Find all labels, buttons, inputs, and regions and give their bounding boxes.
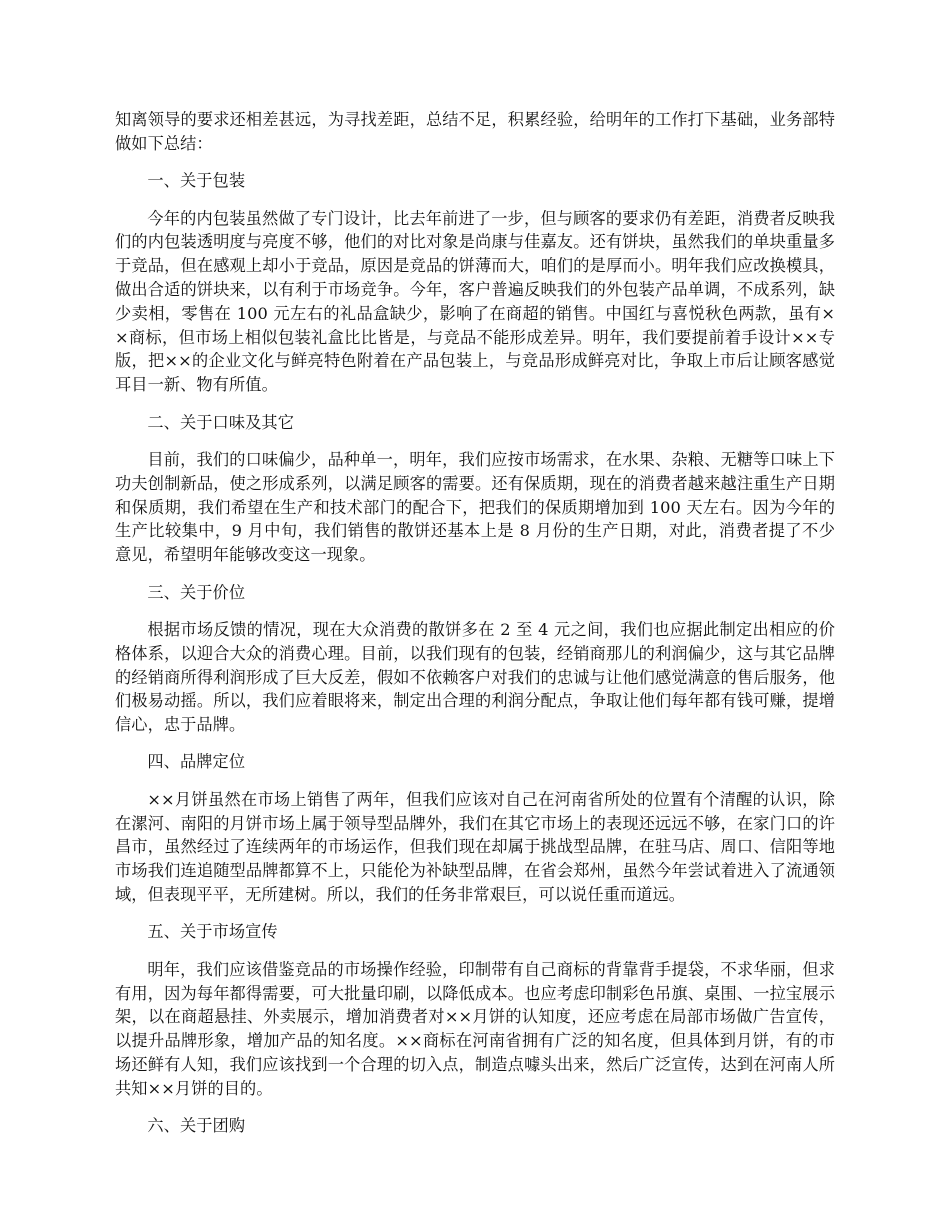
- section-heading-price: 三、关于价位: [147, 582, 246, 602]
- section-body-packaging: 今年的内包装虽然做了专门设计，比去年前进了一步，但与顾客的要求仍有差距，消费者反映我们的内包装透明度与亮度不够，他们的对比对象是尚康与佳嘉友。还有饼块，虽然我们的单块重量多于竞品，但在感观上却小于竞品，原因是竞品的饼薄而大，咱们的是厚而小。明年我们应改换模具，做出合适的饼块来，以有利于市场竞争。今年，客户普遍反映我们的外包装产品单调，不成系列，缺少卖相，零售在 100 元左右的礼品盒缺少，影响了在商超的销售。中国红与喜悦秋色两款，虽有××商标，但市场上相似包装礼盒比比皆是，与竞品不能形成差异。明年，我们要提前着手设计××专版，把××的企业文化与鲜亮特色附着在产品包装上，与竞品形成鲜亮对比，争取上市后让顾客感觉耳目一新、物有所值。: [115, 208, 835, 395]
- section-body-flavor: 目前，我们的口味偏少，品种单一，明年，我们应按市场需求，在水果、杂粮、无糖等口味上下功夫创制新品，使之形成系列，以满足顾客的需要。还有保质期，现在的消费者越来越注重生产日期和保质期，我们希望在生产和技术部门的配合下，把我们的保质期增加到 100 天左右。因为今年的生产比较集中，9 月中旬，我们销售的散饼还基本上是 8 月份的生产日期，对此，消费者提了不少意见，希望明年能够改变这一现象。: [115, 449, 835, 565]
- section-heading-brand: 四、品牌定位: [147, 752, 246, 772]
- section-heading-flavor: 二、关于口味及其它: [147, 412, 294, 432]
- section-body-price: 根据市场反馈的情况，现在大众消费的散饼多在 2 至 4 元之间，我们也应据此制定出相应的价格体系，以迎合大众的消费心理。目前，以我们现有的包装，经销商那儿的利润偏少，这与其它品牌的经销商所得利润形成了巨大反差，假如不依赖客户对我们的忠诚与让他们感觉满意的售后服务，他们极易动摇。所以，我们应着眼将来，制定出合理的利润分配点，争取让他们每年都有钱可赚，提增信心，忠于品牌。: [115, 619, 835, 735]
- section-body-promotion: 明年，我们应该借鉴竞品的市场操作经验，印制带有自己商标的背靠背手提袋，不求华丽，但求有用，因为每年都得需要，可大批量印刷，以降低成本。也应考虑印制彩色吊旗、桌围、一拉宝展示架，以在商超悬挂、外卖展示，增加消费者对××月饼的认知度，还应考虑在局部市场做广告宣传，以提升品牌形象，增加产品的知名度。××商标在河南省拥有广泛的知名度，但具体到月饼，有的市场还鲜有人知，我们应该找到一个合理的切入点，制造点噱头出来，然后广泛宣传，达到在河南人所共知××月饼的目的。: [115, 959, 835, 1098]
- section-heading-packaging: 一、关于包装: [147, 171, 246, 191]
- section-heading-group-purchase: 六、关于团购: [147, 1116, 246, 1136]
- section-body-brand: ××月饼虽然在市场上销售了两年，但我们应该对自己在河南省所处的位置有个清醒的认识，除在漯河、南阳的月饼市场上属于领导型品牌外，我们在其它市场上的表现还远远不够，在家门口的许昌市，虽然经过了连续两年的市场运作，但我们现在却属于挑战型品牌，在驻马店、周口、信阳等地市场我们连追随型品牌都算不上，只能伦为补缺型品牌，在省会郑州，虽然今年尝试着进入了流通领域，但表现平平，无所建树。所以，我们的任务非常艰巨，可以说任重而道远。: [115, 789, 835, 905]
- intro-paragraph: 知离领导的要求还相差甚远，为寻找差距，总结不足，积累经验，给明年的工作打下基础，业务部特做如下总结：: [115, 110, 835, 153]
- document-page: [115, 108, 835, 1152]
- section-heading-promotion: 五、关于市场宣传: [147, 922, 278, 942]
